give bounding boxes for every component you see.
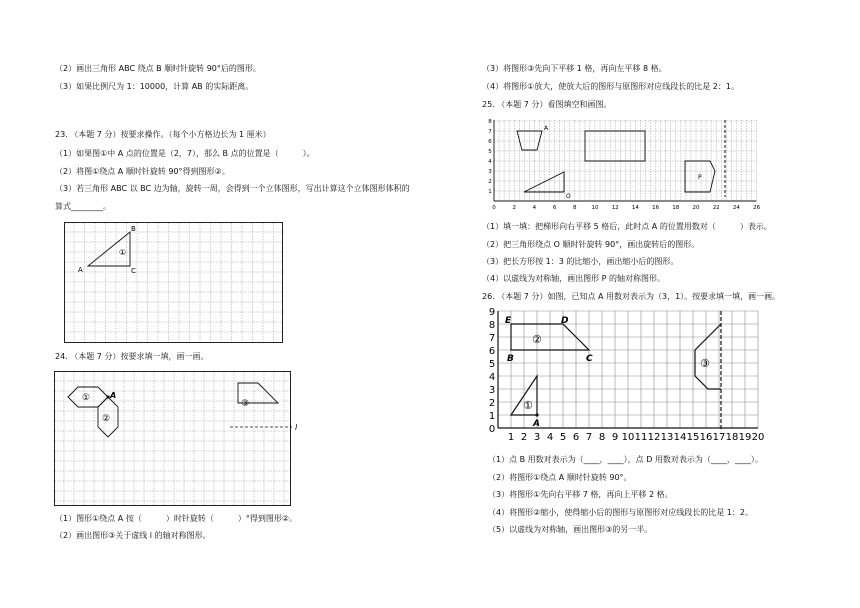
q26-x-tick: 5 [559, 432, 567, 443]
q22-item-2: （2）画出三角形 ABC 绕点 B 顺时针旋转 90°后的图形。 [55, 64, 261, 73]
q26-x-tick: 11 [634, 432, 648, 443]
q25-y-tick: 1 [488, 189, 492, 195]
q24-label-a: A [110, 391, 117, 400]
q24-label-1: ① [82, 393, 91, 403]
q26-label-e: E [505, 316, 512, 326]
q26-title: 26. （本题 7 分）如图，已知点 A 用数对表示为（3，1）。按要求填一填，画一画。 [482, 292, 781, 301]
q25-x-tick: 26 [753, 205, 761, 211]
q25-x-tick: 4 [532, 205, 537, 211]
q23-item-2: （2）将图①绕点 A 顺时针旋转 90°得到图形②。 [55, 167, 230, 176]
q26-label-c: C [586, 354, 593, 364]
q26-y-tick: 3 [488, 385, 496, 396]
q25-y-tick: 3 [488, 169, 492, 175]
q26-label-3: ③ [700, 357, 710, 370]
q26-x-tick: 15 [686, 432, 700, 443]
q26-y-tick: 5 [488, 359, 496, 370]
q26-y-tick: 1 [488, 411, 496, 422]
q23-title: 23. （本题 7 分）按要求操作。（每个小方格边长为 1 厘米） [55, 130, 271, 139]
q26-item-2: （2）将图形①绕点 A 顺时针旋转 90°。 [488, 473, 632, 482]
q22-item-4-right: （4）将图形①放大，使放大后的图形与原图形对应线段长的比是 2：1。 [482, 82, 739, 91]
q24-grid-figure [54, 371, 300, 507]
q24-item-2: （2）画出图形③关于虚线 l 的轴对称图形。 [55, 531, 211, 540]
q25-x-tick: 24 [732, 205, 740, 211]
q25-x-tick: 0 [492, 205, 496, 211]
q23-item-4: 算式________。 [55, 202, 111, 211]
q25-item-3: （3）把长方形按 1：3 的比缩小，画出缩小后的图形。 [482, 257, 679, 266]
q26-x-tick: 9 [611, 432, 619, 443]
q25-item-2: （2）把三角形绕点 O 顺时针旋转 90°，画出旋转后的图形。 [482, 240, 700, 249]
q24-label-2: ② [102, 414, 111, 424]
q26-x-tick: 20 [751, 432, 765, 443]
q26-x-tick: 6 [572, 432, 580, 443]
q26-x-tick: 13 [660, 432, 674, 443]
q25-y-tick: 8 [488, 119, 492, 125]
q26-y-tick: 4 [488, 372, 496, 383]
q25-x-tick: 22 [712, 205, 720, 211]
q26-x-tick: 3 [533, 432, 541, 443]
q26-label-1: ① [523, 399, 533, 412]
q23-label-a: A [78, 266, 83, 274]
q26-label-b: B [507, 354, 514, 364]
q26-x-tick: 10 [621, 432, 635, 443]
q25-label-a: A [544, 125, 549, 132]
q26-y-tick: 6 [488, 346, 496, 357]
q25-x-tick: 10 [591, 205, 599, 211]
q24-title: 24. （本题 7 分）按要求填一填，画一画。 [55, 352, 209, 361]
q26-y-tick: 7 [488, 333, 496, 344]
q26-x-tick: 7 [585, 432, 593, 443]
q24-label-l: l [295, 423, 298, 432]
q25-triangle [524, 172, 564, 192]
q26-x-tick: 4 [546, 432, 554, 443]
q23-item-1: （1）如果图①中 A 点的位置是（2，7），那么 B 点的位置是（ ）。 [55, 149, 315, 158]
q26-label-a: A [533, 419, 540, 429]
q26-x-tick: 14 [673, 432, 687, 443]
q26-x-tick: 17 [712, 432, 726, 443]
q23-label-1: ① [119, 248, 127, 257]
q25-title: 25. （本题 7 分）看图填空和画图。 [482, 100, 612, 109]
q26-item-4: （4）将图形②缩小，使得缩小后的图形与原图形对应线段长的比是 1：2。 [488, 508, 753, 517]
q25-x-tick: 14 [631, 205, 639, 211]
q26-label-d: D [561, 316, 569, 326]
q25-y-tick: 4 [488, 159, 492, 165]
q26-label-2: ② [532, 333, 542, 346]
q26-y-tick: 0 [488, 424, 496, 435]
q25-x-tick: 16 [652, 205, 660, 211]
q25-x-tick: 2 [512, 205, 516, 211]
q23-item-3: （3）若三角形 ABC 以 BC 边为轴，旋转一周，会得到一个立体图形，写出计算这个立体图形体积的 [55, 184, 410, 193]
q24-label-3: ③ [241, 399, 250, 409]
q26-x-tick: 19 [738, 432, 752, 443]
q22-item-3: （3）如果比例尺为 1：10000，计算 AB 的实际距离。 [55, 82, 254, 91]
q26-item-1: （1）点 B 用数对表示为（____，____），点 D 用数对表示为（____，____）。 [488, 455, 763, 464]
q25-x-tick: 18 [672, 205, 680, 211]
q25-x-tick: 8 [573, 205, 577, 211]
q26-y-tick: 8 [488, 320, 496, 331]
q25-grid-figure [482, 115, 782, 215]
q25-x-tick: 20 [692, 205, 700, 211]
q24-item-1: （1）图形①绕点 A 按（ ）时针旋转（ ）°得到图形②。 [55, 514, 297, 523]
q25-y-tick: 7 [488, 129, 492, 135]
q26-y-tick: 2 [488, 398, 496, 409]
q25-label-o: O [566, 193, 571, 200]
q26-x-tick: 18 [725, 432, 739, 443]
q26-x-tick: 1 [507, 432, 515, 443]
q26-x-tick: 12 [647, 432, 661, 443]
q26-item-3: （3）将图形①先向右平移 7 格，再向上平移 2 格。 [488, 490, 673, 499]
q22-item-3-right: （3）将图形③先向下平移 1 格，再向左平移 8 格。 [482, 64, 667, 73]
q25-item-1: （1）填一填：把梯形向右平移 5 格后，此时点 A 的位置用数对（ ）表示。 [482, 222, 772, 231]
q25-y-tick: 5 [488, 149, 492, 155]
q26-x-tick: 2 [520, 432, 528, 443]
q26-x-tick: 8 [598, 432, 606, 443]
q25-y-tick: 2 [488, 179, 492, 185]
q26-grid-figure [488, 305, 774, 447]
q25-label-p: P [698, 174, 702, 181]
q23-grid-figure [64, 222, 284, 344]
q25-x-tick: 6 [552, 205, 557, 211]
q26-item-5: （5）以虚线为对称轴，画出图形③的另一半。 [488, 525, 653, 534]
q23-label-b: B [131, 225, 136, 233]
q23-label-c: C [131, 267, 136, 275]
q25-y-tick: 6 [488, 139, 492, 145]
q25-x-tick: 12 [611, 205, 619, 211]
q26-x-tick: 16 [699, 432, 713, 443]
q26-y-tick: 9 [488, 307, 496, 318]
q25-item-4: （4）以虚线为对称轴，画出图形 P 的轴对称图形。 [482, 274, 665, 283]
